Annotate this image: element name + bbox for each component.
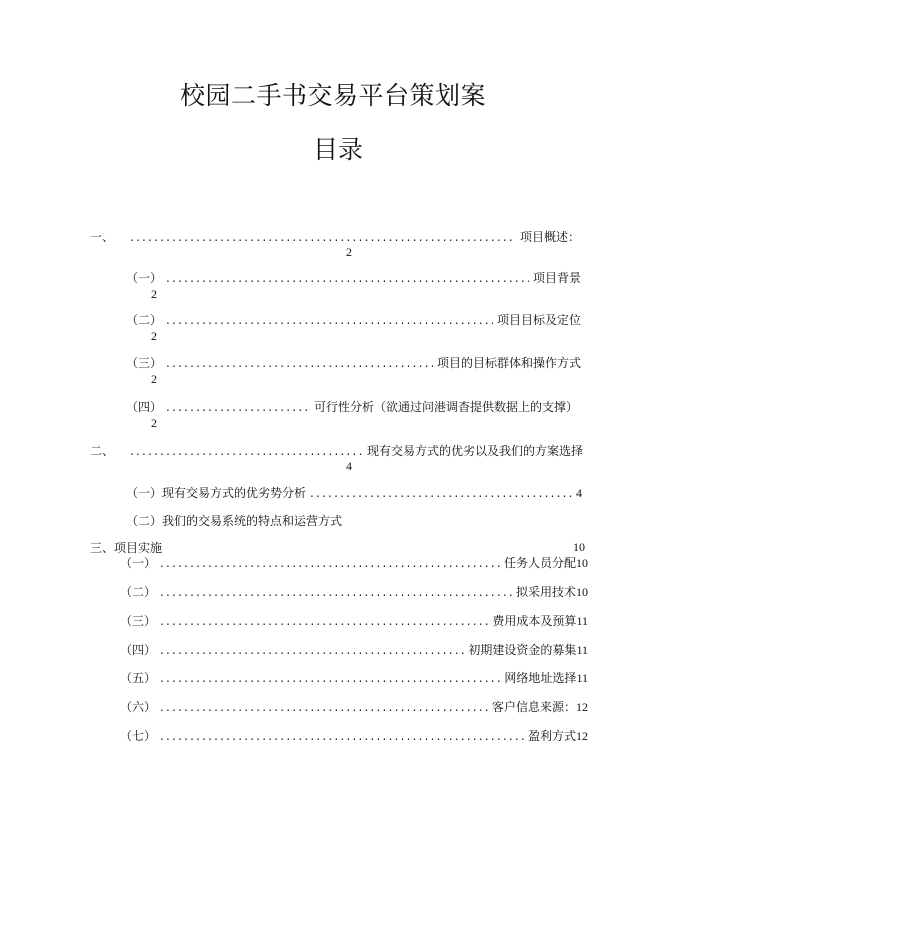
toc-entry-label: （二） — [126, 313, 163, 327]
toc-leader-dots — [166, 270, 529, 286]
toc-page-number: 11 — [576, 671, 588, 685]
toc-entry-1-4[interactable] — [126, 399, 578, 415]
toc-page-number: 2 — [151, 329, 157, 343]
toc-entry-1[interactable] — [90, 229, 580, 245]
toc-entry-title: 项目的目标群体和操作方式 — [436, 356, 581, 370]
toc-entry-label: （三） — [120, 614, 157, 628]
toc-entry-title: 任务人员分配 — [503, 556, 576, 570]
toc-page-number: 10 — [573, 540, 585, 554]
toc-entry-title: 客户信息来源： — [491, 700, 576, 714]
toc-entry-title: 网络地址选择 — [504, 671, 577, 685]
toc-entry-2-1[interactable] — [126, 485, 582, 501]
toc-entry-label: （二） — [120, 585, 157, 599]
toc-page-number: 2 — [346, 245, 352, 259]
toc-leader-dots — [160, 642, 464, 658]
toc-leader-dots — [130, 443, 363, 459]
toc-page-number: 2 — [151, 287, 157, 301]
toc-page-number: 2 — [151, 416, 157, 430]
toc-entry-1-2[interactable] — [126, 312, 581, 328]
toc-entry-3-7[interactable] — [120, 728, 588, 744]
toc-entry-label: （一） — [120, 556, 157, 570]
toc-entry-title: 项目目标及定位 — [496, 313, 581, 327]
toc-entry-1-3[interactable] — [126, 355, 581, 371]
toc-entry-title: 盈利方式 — [527, 729, 576, 743]
toc-page-number: 4 — [576, 486, 582, 500]
toc-page-number: 11 — [576, 643, 588, 657]
toc-page-number: 11 — [576, 614, 588, 628]
toc-entry-3[interactable]: 三、项目实施 — [90, 541, 163, 555]
toc-entry-2-2[interactable]: （二）我们的交易系统的特点和运营方式 — [126, 514, 343, 528]
toc-entry-label: 二、 — [90, 444, 115, 458]
toc-entry-2[interactable] — [90, 443, 583, 459]
toc-page-number: 10 — [576, 556, 588, 570]
toc-entry-title: 可行性分析（欲通过问港调杳提供数据上的支撑） — [313, 400, 578, 414]
toc-leader-dots — [160, 555, 500, 571]
toc-page-number: 4 — [346, 459, 352, 473]
toc-entry-label: （一）现有交易方式的优劣势分析 — [126, 486, 307, 500]
toc-page-number: 10 — [576, 585, 588, 599]
toc-leader-dots — [166, 399, 310, 415]
toc-leader-dots — [160, 728, 524, 744]
toc-entry-3-3[interactable] — [120, 613, 588, 629]
toc-entry-label: 一、 — [90, 230, 115, 244]
toc-entry-label: （三） — [126, 356, 163, 370]
toc-entry-3-2[interactable] — [120, 584, 588, 600]
toc-leader-dots — [166, 355, 433, 371]
toc-leader-dots — [310, 485, 572, 501]
toc-entry-title: 项目背景 — [532, 271, 581, 285]
toc-entry-label: （一） — [126, 271, 163, 285]
toc-entry-3-4[interactable] — [120, 642, 588, 658]
toc-leader-dots — [160, 584, 512, 600]
toc-entry-title: 项目概述： — [519, 230, 580, 244]
toc-entry-label: （四） — [120, 643, 157, 657]
toc-heading: 目录 — [313, 135, 364, 164]
toc-leader-dots — [160, 613, 488, 629]
toc-entry-3-5[interactable] — [120, 670, 588, 686]
toc-entry-title: 费用成本及预算 — [492, 614, 577, 628]
toc-entry-label: （六） — [120, 700, 157, 714]
toc-page-number: 2 — [151, 372, 157, 386]
toc-page-number: 12 — [576, 700, 588, 714]
toc-page-number: 12 — [576, 729, 588, 743]
document-title: 校园二手书交易平台策划案 — [180, 81, 487, 110]
toc-leader-dots — [130, 229, 516, 245]
toc-entry-3-1[interactable] — [120, 555, 588, 571]
toc-entry-title: 初期建设资金的募集 — [468, 643, 577, 657]
toc-leader-dots — [166, 312, 493, 328]
toc-entry-1-1[interactable] — [126, 270, 581, 286]
toc-entry-label: （四） — [126, 400, 163, 414]
toc-leader-dots — [160, 670, 500, 686]
toc-entry-3-6[interactable] — [120, 699, 588, 715]
toc-entry-label: （七） — [120, 729, 157, 743]
toc-entry-title: 现有交易方式的优劣以及我们的方案选择 — [366, 444, 583, 458]
toc-leader-dots — [160, 699, 488, 715]
toc-entry-label: （五） — [120, 671, 157, 685]
toc-entry-title: 拟采用技术 — [515, 585, 576, 599]
